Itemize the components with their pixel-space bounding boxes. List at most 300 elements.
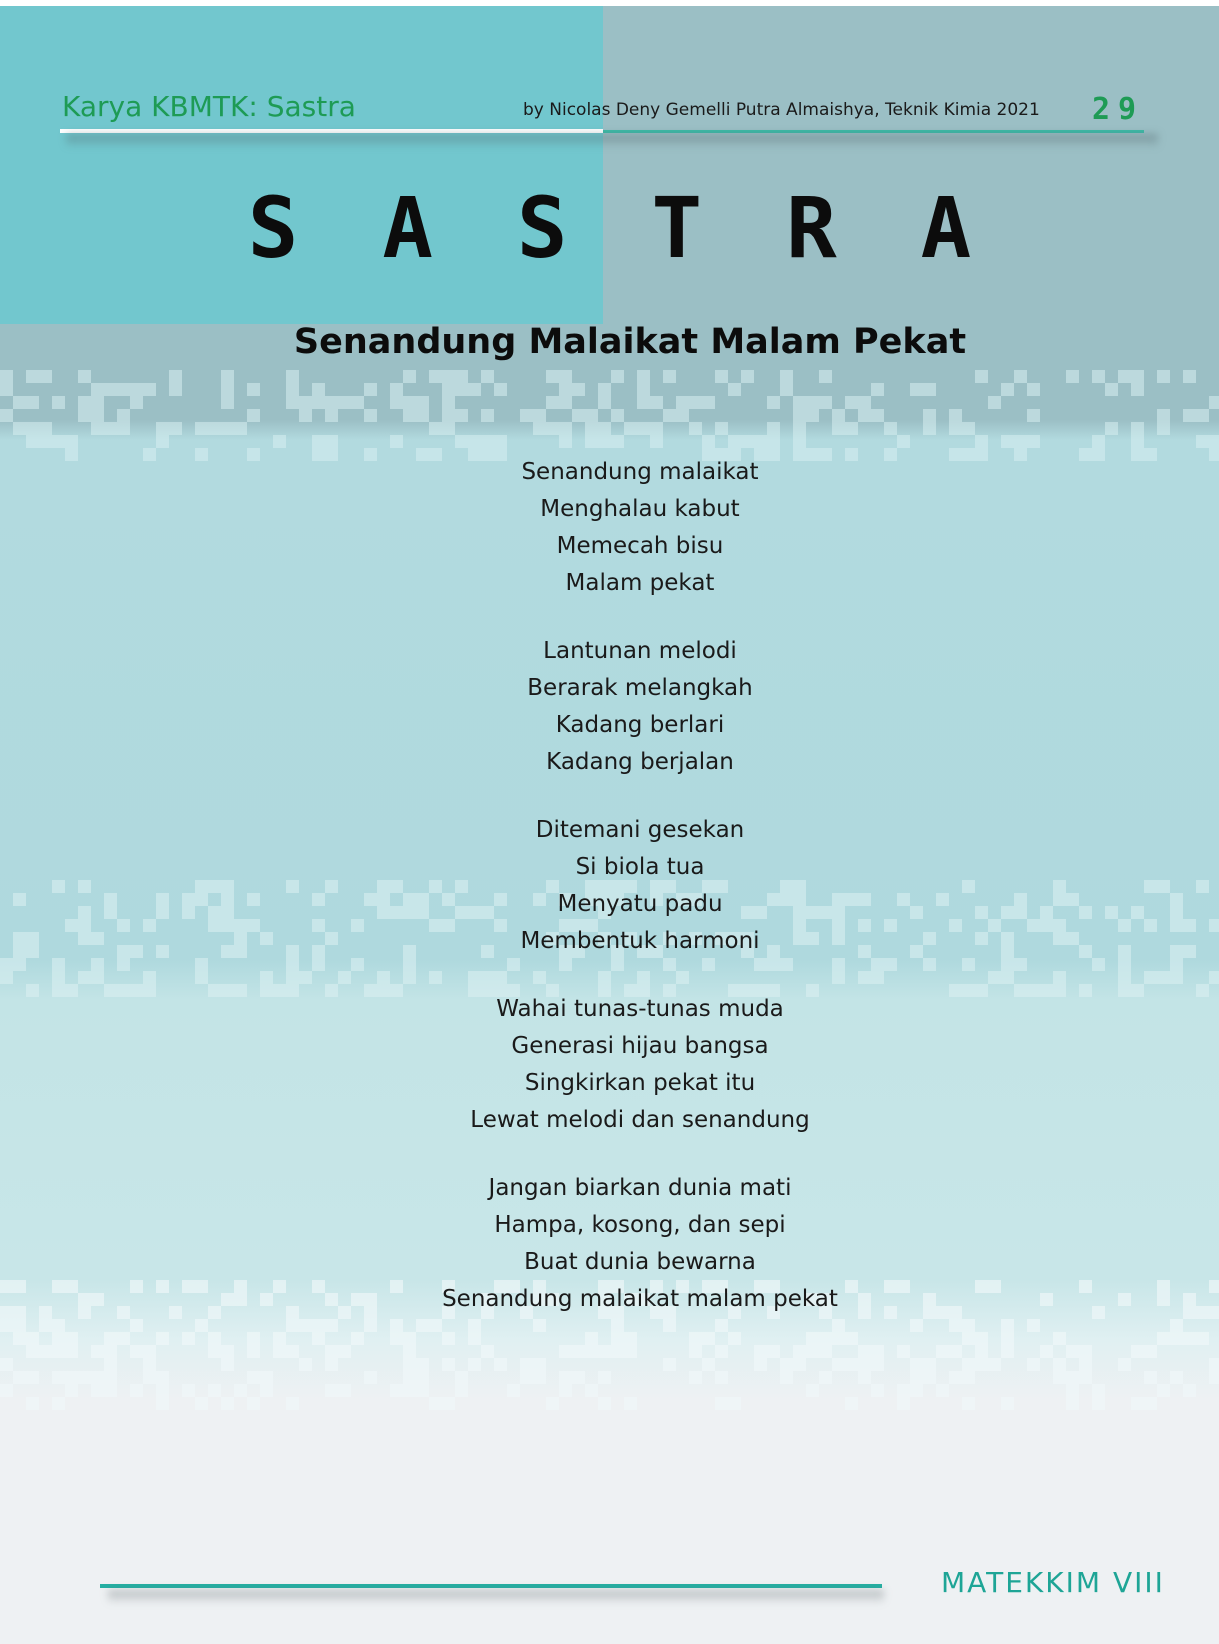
pixel-square — [39, 422, 52, 435]
pixel-square — [1157, 370, 1170, 383]
pixel-square — [702, 435, 715, 448]
pixel-square — [13, 422, 26, 435]
poem-line: Kadang berlari — [555, 712, 725, 738]
pixel-square — [689, 396, 702, 409]
pixel-square — [1131, 435, 1144, 448]
pixel-square — [442, 409, 455, 422]
pixel-square — [429, 370, 442, 383]
pixel-square — [793, 422, 806, 435]
pixel-square — [442, 396, 455, 409]
pixel-square — [247, 1371, 260, 1384]
pixel-square — [559, 396, 572, 409]
poem-stanza — [0, 991, 1219, 1139]
pixel-square — [1079, 1371, 1092, 1384]
pixel-square — [104, 422, 117, 435]
pixel-square — [117, 383, 130, 396]
pixel-square — [1105, 383, 1118, 396]
pixel-square — [416, 1384, 429, 1397]
pixel-square — [1066, 1371, 1079, 1384]
pixel-square — [1066, 1384, 1079, 1397]
pixel-square — [741, 435, 754, 448]
pixel-square — [390, 396, 403, 409]
pixel-square — [988, 396, 1001, 409]
pixel-square — [91, 396, 104, 409]
pixel-square — [897, 1384, 910, 1397]
pixel-square — [299, 396, 312, 409]
pixel-square — [403, 409, 416, 422]
pixel-square — [156, 1384, 169, 1397]
pixel-square — [286, 383, 299, 396]
pixel-square — [442, 370, 455, 383]
pixel-square — [1118, 370, 1131, 383]
pixel-square — [208, 422, 221, 435]
pixel-square — [663, 409, 676, 422]
header-rule-shadow — [66, 134, 1158, 148]
pixel-square — [26, 1371, 39, 1384]
pixel-square — [1105, 422, 1118, 435]
pixel-square — [728, 1397, 741, 1410]
pixel-square — [468, 383, 481, 396]
pixel-square — [1183, 370, 1196, 383]
publication-name: MATEKKIM VIII — [941, 1566, 1165, 1599]
poem-title: Senandung Malaikat Malam Pekat — [293, 322, 967, 362]
pixel-square — [897, 1397, 910, 1410]
pixel-square — [780, 1371, 793, 1384]
pixel-square — [117, 409, 130, 422]
section-heading: SASTRA — [247, 179, 1056, 277]
pixel-square — [728, 383, 741, 396]
pixel-square — [403, 1384, 416, 1397]
pixel-square — [715, 422, 728, 435]
pixel-square — [754, 1358, 767, 1371]
author-byline: by Nicolas Deny Gemelli Putra Almaishya, Teknik Kimia 2021 — [523, 100, 1040, 120]
pixel-square — [819, 1371, 832, 1384]
pixel-square — [0, 1384, 13, 1397]
pixel-square — [806, 409, 819, 422]
pixel-square — [1118, 1358, 1131, 1371]
pixel-square — [286, 1397, 299, 1410]
pixel-square — [416, 396, 429, 409]
pixel-square — [715, 370, 728, 383]
pixel-square — [832, 1358, 845, 1371]
pixel-square — [1027, 435, 1040, 448]
pixel-square — [884, 422, 897, 435]
pixel-square — [468, 1358, 481, 1371]
pixel-square — [26, 1397, 39, 1410]
pixel-square — [130, 1384, 143, 1397]
pixel-square — [221, 370, 234, 383]
pixel-square — [221, 396, 234, 409]
pixel-square — [78, 1371, 91, 1384]
pixel-square — [247, 409, 260, 422]
pixel-square — [156, 1371, 169, 1384]
poem-stanza — [0, 812, 1219, 960]
pixel-square — [117, 422, 130, 435]
pixel-square — [1092, 370, 1105, 383]
pixel-square — [403, 370, 416, 383]
pixel-square — [221, 422, 234, 435]
pixel-square — [520, 1358, 533, 1371]
pixel-square — [52, 435, 65, 448]
pixel-square — [780, 370, 793, 383]
pixel-square — [520, 409, 533, 422]
pixel-square — [910, 1384, 923, 1397]
pixel-square — [754, 435, 767, 448]
pixel-square — [1196, 435, 1209, 448]
pixel-square — [559, 1371, 572, 1384]
pixel-square — [962, 1397, 975, 1410]
pixel-square — [572, 409, 585, 422]
pixel-square — [910, 1358, 923, 1371]
pixel-square — [104, 383, 117, 396]
poem-line: Membentuk harmoni — [520, 928, 760, 954]
pixel-square — [949, 409, 962, 422]
pixel-square — [572, 383, 585, 396]
pixel-square — [104, 1371, 117, 1384]
pixel-square — [923, 422, 936, 435]
pixel-square — [533, 1371, 546, 1384]
poem-line: Berarak melangkah — [527, 675, 753, 701]
pixel-square — [429, 1397, 442, 1410]
pixel-square — [1209, 435, 1219, 448]
pixel-square — [325, 1384, 338, 1397]
pixel-square — [689, 422, 702, 435]
pixel-square — [364, 409, 377, 422]
pixel-square — [169, 370, 182, 383]
pixel-square — [325, 396, 338, 409]
pixel-square — [65, 435, 78, 448]
pixel-square — [1209, 1371, 1219, 1384]
pixel-square — [923, 383, 936, 396]
pixel-square — [468, 435, 481, 448]
pixel-square — [455, 383, 468, 396]
pixel-square — [676, 409, 689, 422]
pixel-square — [624, 1397, 637, 1410]
pixel-square — [221, 1397, 234, 1410]
pixel-square — [195, 1397, 208, 1410]
pixel-square — [585, 422, 598, 435]
pixel-square — [1027, 383, 1040, 396]
pixel-square — [845, 422, 858, 435]
page-number: 29 — [1092, 92, 1145, 127]
pixel-square — [390, 1384, 403, 1397]
pixel-square — [585, 1384, 598, 1397]
pixel-square — [325, 409, 338, 422]
pixel-square — [1092, 1397, 1105, 1410]
pixel-square — [78, 409, 91, 422]
pixel-square — [559, 383, 572, 396]
pixel-square — [1183, 409, 1196, 422]
pixel-square — [923, 1371, 936, 1384]
pixel-square — [429, 422, 442, 435]
pixel-square — [52, 1371, 65, 1384]
pixel-square — [52, 1397, 65, 1410]
poem-line: Malam pekat — [565, 570, 715, 596]
pixel-square — [0, 409, 13, 422]
pixel-square — [104, 1384, 117, 1397]
pixel-square — [182, 1384, 195, 1397]
pixel-square — [598, 1371, 611, 1384]
pixel-square — [624, 422, 637, 435]
pixel-square — [611, 435, 624, 448]
pixel-square — [663, 1358, 676, 1371]
pixel-square — [975, 370, 988, 383]
pixel-square — [585, 409, 598, 422]
poem-line: Singkirkan pekat itu — [524, 1070, 756, 1096]
pixel-square — [481, 370, 494, 383]
pixel-square — [1157, 1384, 1170, 1397]
pixel-square — [871, 1384, 884, 1397]
pixel-square — [923, 1358, 936, 1371]
pixel-square — [1014, 370, 1027, 383]
pixel-square — [598, 1397, 611, 1410]
pixel-square — [0, 1358, 13, 1371]
pixel-square — [156, 422, 169, 435]
header-rule-right — [603, 130, 1144, 133]
pixel-square — [247, 383, 260, 396]
pixel-square — [923, 409, 936, 422]
poem-stanza — [0, 1170, 1219, 1318]
pixel-square — [949, 1371, 962, 1384]
pixel-square — [1066, 1397, 1079, 1410]
pixel-square — [780, 383, 793, 396]
pixel-square — [390, 435, 403, 448]
pixel-square — [442, 1397, 455, 1410]
pixel-square — [559, 370, 572, 383]
poem-line: Jangan biarkan dunia mati — [488, 1175, 792, 1201]
poem-line: Si biola tua — [575, 854, 705, 880]
pixel-square — [39, 370, 52, 383]
pixel-square — [806, 1384, 819, 1397]
pixel-square — [13, 1371, 26, 1384]
pixel-square — [1001, 435, 1014, 448]
pixel-square — [143, 1371, 156, 1384]
pixel-square — [611, 370, 624, 383]
pixel-square — [1209, 396, 1219, 409]
pixel-square — [1196, 409, 1209, 422]
pixel-square — [195, 422, 208, 435]
pixel-square — [1027, 1358, 1040, 1371]
pixel-square — [598, 396, 611, 409]
pixel-square — [598, 435, 611, 448]
pixel-square — [650, 435, 663, 448]
pixel-square — [702, 396, 715, 409]
pixel-square — [221, 1358, 234, 1371]
footer-rule-shadow — [108, 1590, 884, 1604]
pixel-square — [507, 1384, 520, 1397]
pixel-square — [104, 1358, 117, 1371]
pixel-square — [156, 1397, 169, 1410]
pixel-square — [1053, 1358, 1066, 1371]
pixel-square — [780, 1358, 793, 1371]
pixel-square — [325, 1358, 338, 1371]
pixel-square — [728, 435, 741, 448]
pixel-square — [650, 396, 663, 409]
pixel-square — [676, 396, 689, 409]
pixel-square — [442, 1358, 455, 1371]
poem-line: Lantunan melodi — [543, 638, 737, 664]
pixel-square — [741, 370, 754, 383]
poem-stanza — [0, 633, 1219, 781]
pixel-square — [143, 383, 156, 396]
pixel-square — [845, 396, 858, 409]
pixel-square — [793, 409, 806, 422]
pixel-square — [312, 383, 325, 396]
pixel-square — [169, 422, 182, 435]
pixel-square — [715, 1397, 728, 1410]
pixel-square — [286, 370, 299, 383]
pixel-square — [832, 409, 845, 422]
pixel-square — [1001, 1397, 1014, 1410]
pixel-square — [52, 396, 65, 409]
pixel-square — [91, 422, 104, 435]
poem-line: Memecah bisu — [556, 533, 724, 559]
pixel-square — [247, 1397, 260, 1410]
pixel-square — [416, 1358, 429, 1371]
pixel-square — [702, 1358, 715, 1371]
pixel-square — [260, 1384, 273, 1397]
pixel-square — [1014, 435, 1027, 448]
pixel-square — [858, 409, 871, 422]
pixel-square — [546, 370, 559, 383]
pixel-square — [0, 370, 13, 383]
pixel-square — [1144, 1371, 1157, 1384]
pixel-square — [949, 422, 962, 435]
pixel-square — [845, 1358, 858, 1371]
pixel-square — [1209, 1358, 1219, 1371]
pixel-square — [481, 435, 494, 448]
pixel-square — [962, 1358, 975, 1371]
pixel-square — [858, 1358, 871, 1371]
pixel-square — [481, 409, 494, 422]
pixel-square — [819, 396, 832, 409]
pixel-square — [416, 409, 429, 422]
pixel-square — [1144, 1397, 1157, 1410]
pixel-square — [1131, 422, 1144, 435]
pixel-square — [1066, 370, 1079, 383]
pixel-square — [286, 396, 299, 409]
pixel-square — [442, 383, 455, 396]
pixel-square — [1157, 409, 1170, 422]
pixel-square — [338, 396, 351, 409]
pixel-square — [455, 1384, 468, 1397]
pixel-square — [871, 1358, 884, 1371]
pixel-square — [767, 396, 780, 409]
pixel-square — [650, 422, 663, 435]
pixel-square — [494, 1358, 507, 1371]
pixel-square — [169, 383, 182, 396]
pixel-square — [91, 1371, 104, 1384]
poem-line: Lewat melodi dan senandung — [470, 1107, 810, 1133]
pixel-square — [962, 422, 975, 435]
poem-line: Buat dunia bewarna — [524, 1249, 756, 1275]
pixel-square — [351, 396, 364, 409]
pixel-square — [1079, 1358, 1092, 1371]
pixel-square — [559, 422, 572, 435]
pixel-square — [156, 435, 169, 448]
pixel-square — [65, 1384, 78, 1397]
pixel-square — [455, 370, 468, 383]
footer-rule — [100, 1584, 882, 1588]
pixel-square — [1131, 370, 1144, 383]
pixel-square — [364, 383, 377, 396]
poem-line: Wahai tunas-tunas muda — [496, 996, 784, 1022]
poem-line: Kadang berjalan — [546, 749, 734, 775]
pixel-square — [1027, 409, 1040, 422]
pixel-square — [936, 1384, 949, 1397]
pixel-square — [65, 1371, 78, 1384]
pixel-square — [26, 422, 39, 435]
pixel-square — [26, 396, 39, 409]
poem-line: Senandung malaikat malam pekat — [442, 1286, 838, 1312]
header-rule-left — [60, 129, 603, 133]
pixel-square — [208, 1384, 221, 1397]
pixel-square — [975, 435, 988, 448]
pixel-square — [221, 383, 234, 396]
pixel-square — [130, 383, 143, 396]
poem-line: Menyatu padu — [557, 891, 723, 917]
pixel-square — [546, 1397, 559, 1410]
pixel-square — [689, 1371, 702, 1384]
pixel-square — [520, 1371, 533, 1384]
pixel-square — [715, 1371, 728, 1384]
pixel-square — [260, 1371, 273, 1384]
poem-body — [0, 454, 1219, 1349]
pixel-square — [910, 383, 923, 396]
pixel-square — [975, 1358, 988, 1371]
pixel-square — [611, 409, 624, 422]
pixel-square — [143, 1358, 156, 1371]
poem-line: Ditemani gesekan — [535, 817, 745, 843]
pixel-square — [494, 435, 507, 448]
pixel-square — [637, 422, 650, 435]
pixel-square — [832, 422, 845, 435]
pixel-square — [455, 1371, 468, 1384]
pixel-square — [91, 409, 104, 422]
pixel-square — [988, 1358, 1001, 1371]
pixel-square — [403, 396, 416, 409]
pixel-square — [13, 396, 26, 409]
pixel-square — [793, 396, 806, 409]
pixel-square — [39, 435, 52, 448]
pixel-square — [91, 1384, 104, 1397]
pixel-square — [845, 1397, 858, 1410]
pixel-square — [546, 422, 559, 435]
pixel-square — [299, 1358, 312, 1371]
pixel-square — [1092, 1384, 1105, 1397]
pixel-square — [546, 396, 559, 409]
pixel-square — [1131, 1397, 1144, 1410]
pixel-square — [1157, 422, 1170, 435]
pixel-square — [91, 383, 104, 396]
pixel-square — [273, 435, 286, 448]
pixel-square — [0, 383, 13, 396]
pixel-square — [1131, 383, 1144, 396]
pixel-square — [26, 435, 39, 448]
poem-stanza — [0, 454, 1219, 602]
pixel-square — [819, 370, 832, 383]
pixel-square — [858, 396, 871, 409]
pixel-square — [767, 422, 780, 435]
section-label: Karya KBMTK: Sastra — [62, 90, 356, 123]
pixel-square — [390, 383, 403, 396]
pixel-square — [234, 1384, 247, 1397]
pixel-square — [533, 422, 546, 435]
pixel-square — [312, 396, 325, 409]
pixel-square — [637, 383, 650, 396]
pixel-square — [325, 435, 338, 448]
pixel-square — [585, 435, 598, 448]
